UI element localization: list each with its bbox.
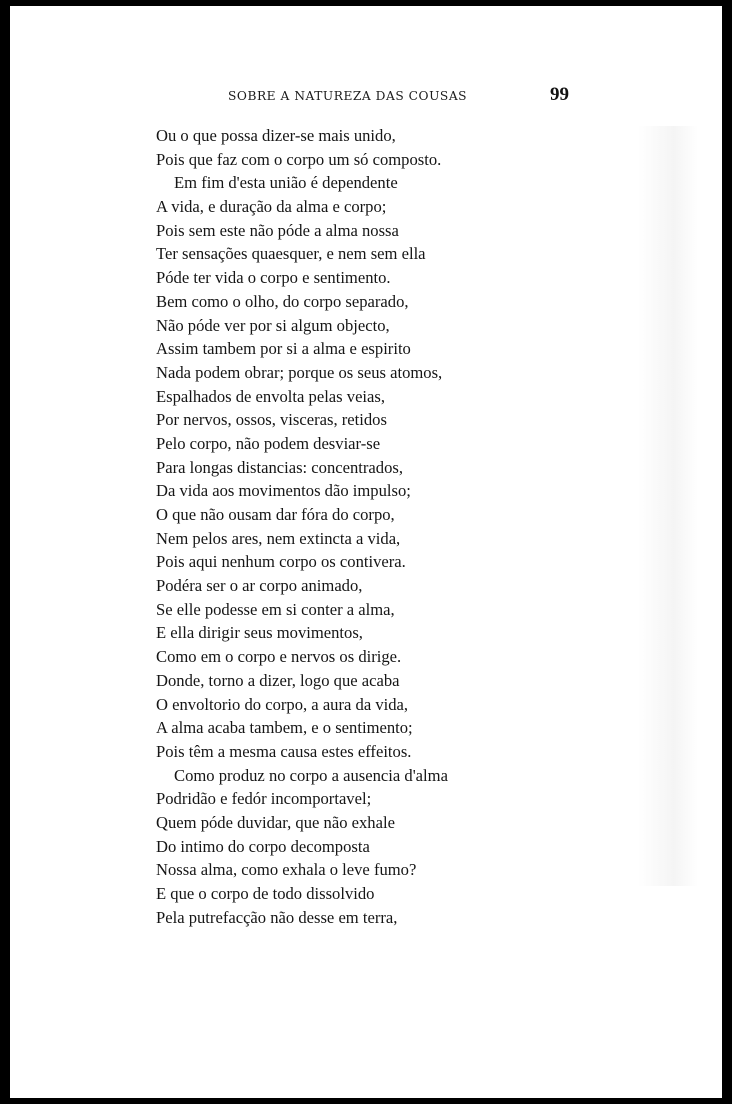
verse-line: Pois sem este não póde a alma nossa (156, 220, 399, 240)
verse-line: Donde, torno a dizer, logo que acaba (156, 670, 400, 690)
verse-line: Da vida aos movimentos dão impulso; (156, 481, 411, 501)
verse-line: Ter sensações quaesquer, e nem sem ella (156, 244, 426, 264)
verse-line: Nossa alma, como exhala o leve fumo? (156, 860, 417, 880)
verse-line: Pois têm a mesma causa estes effeitos. (156, 741, 412, 761)
show-through-shadow (638, 126, 698, 886)
verse-line: E ella dirigir seus movimentos, (156, 623, 363, 643)
verse-line: Do intimo do corpo decomposta (156, 836, 370, 856)
verse-line: Como produz no corpo a ausencia d'alma (174, 765, 448, 785)
verse-line: Póde ter vida o corpo e sentimento. (156, 268, 391, 288)
verse-line: Podéra ser o ar corpo animado, (156, 576, 363, 596)
verse-line: Em fim d'esta união é dependente (174, 173, 398, 193)
verse-line: Pois aqui nenhum corpo os contivera. (156, 552, 406, 572)
verse-line: Por nervos, ossos, visceras, retidos (156, 410, 387, 430)
verse-line: Podridão e fedór incomportavel; (156, 789, 372, 809)
verse-line: A alma acaba tambem, e o sentimento; (156, 718, 413, 738)
book-page (10, 6, 722, 1098)
verse-line: A vida, e duração da alma e corpo; (156, 197, 387, 217)
verse-line: Pelo corpo, não podem desviar-se (156, 433, 381, 453)
verse-line: Pela putrefacção não desse em terra, (156, 907, 398, 927)
verse-line: Quem póde duvidar, que não exhale (156, 812, 395, 832)
verse-line: Não póde ver por si algum objecto, (156, 315, 390, 335)
verse-line: Pois que faz com o corpo um só composto. (156, 149, 442, 169)
verse-line: O envoltorio do corpo, a aura da vida, (156, 694, 409, 714)
verse-line: Ou o que possa dizer-se mais unido, (156, 126, 396, 145)
running-title: SOBRE A NATUREZA DAS COUSAS (228, 89, 468, 103)
verse-line: Para longas distancias: concentrados, (156, 457, 403, 477)
verse-line: Nem pelos ares, nem extincta a vida, (156, 528, 401, 548)
verse-line: O que não ousam dar fóra do corpo, (156, 505, 395, 524)
verse-line: Nada podem obrar; porque os seus atomos, (156, 362, 443, 382)
verse-line: Se elle podesse em si conter a alma, (156, 599, 395, 619)
verse-line: Como em o corpo e nervos os dirige. (156, 647, 402, 667)
verse-line: E que o corpo de todo dissolvido (156, 884, 375, 903)
verse-line: Espalhados de envolta pelas veias, (156, 386, 386, 406)
verse-line: Bem como o olho, do corpo separado, (156, 291, 409, 311)
verse-line: Assim tambem por si a alma e espirito (156, 339, 411, 359)
page-number: 99 (550, 84, 569, 105)
poem-text (156, 124, 448, 929)
